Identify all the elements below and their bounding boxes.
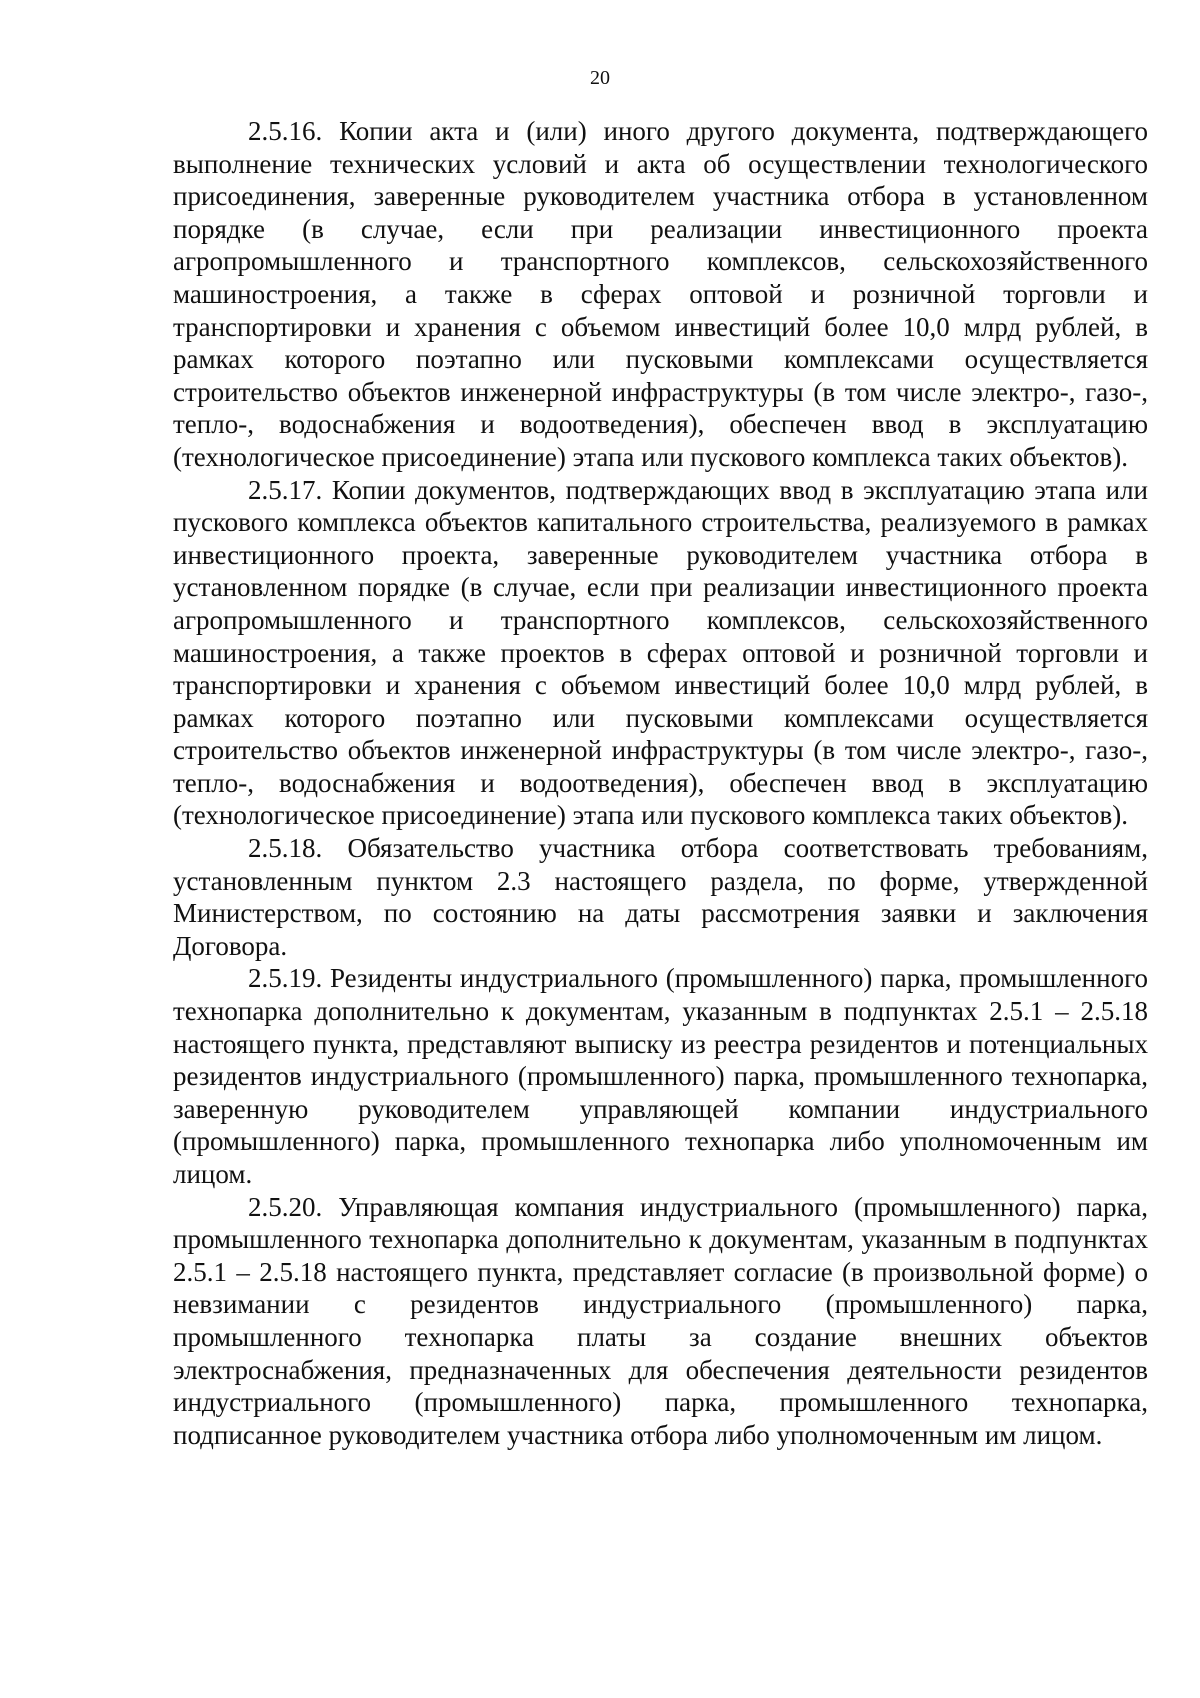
paragraph-2-5-18: 2.5.18. Обязательство участника отбора соответствовать требованиям, установленным пунктом 2.3 настоящего раздела, по форме, утвержденной Министерством, по состоянию на даты рассмотрения заявки и заключения Договора. (173, 833, 1148, 961)
paragraph-2-5-17: 2.5.17. Копии документов, подтверждающих ввод в эксплуатацию этапа или пускового комплекса объектов капитального строительства, реализуемого в рамках инвестиционного проекта, заверенные руководителем участника отбора в установленном порядке (в случае, если при реализации инвестиционного проекта агропромышленного и транспортного комплексов, сельскохозяйственного машиностроения, а также проектов в сферах оптовой и розничной торговли и транспортировки и хранения с объемом инвестиций более 10,0 млрд рублей, в рамках которого поэтапно или пусковыми комплексами осуществляется строительство объектов инженерной инфраструктуры (в том числе электро-, газо-, тепло-, водоснабжения и водоотведения), обеспечен ввод в эксплуатацию (технологическое присоединение) этапа или пускового комплекса таких объектов). (173, 474, 1148, 831)
document-body (173, 115, 1148, 1451)
paragraph-2-5-16: 2.5.16. Копии акта и (или) иного другого документа, подтверждающего выполнение технических условий и акта об осуществлении технологического присоединения, заверенные руководителем участника отбора в установленном порядке (в случае, если при реализации инвестиционного проекта агропромышленного и транспортного комплексов, сельскохозяйственного машиностроения, а также в сферах оптовой и розничной торговли и транспортировки и хранения с объемом инвестиций более 10,0 млрд рублей, в рамках которого поэтапно или пусковыми комплексами осуществляется строительство объектов инженерной инфраструктуры (в том числе электро-, газо-, тепло-, водоснабжения и водоотведения), обеспечен ввод в эксплуатацию (технологическое присоединение) этапа или пускового комплекса таких объектов). (173, 116, 1148, 472)
page-number: 20 (590, 67, 610, 89)
paragraph-2-5-19: 2.5.19. Резиденты индустриального (промышленного) парка, промышленного технопарка дополнительно к документам, указанным в подпунктах 2.5.1 – 2.5.18 настоящего пункта, представляют выписку из реестра резидентов и потенциальных резидентов индустриального (промышленного) парка, промышленного технопарка, заверенную руководителем управляющей компании индустриального (промышленного) парка, промышленного технопарка либо уполномоченным им лицом. (173, 963, 1148, 1189)
paragraph-2-5-20: 2.5.20. Управляющая компания индустриального (промышленного) парка, промышленного технопарка дополнительно к документам, указанным в подпунктах 2.5.1 – 2.5.18 настоящего пункта, представляет согласие (в произвольной форме) о невзимании с резидентов индустриального (промышленного) парка, промышленного технопарка платы за создание внешних объектов электроснабжения, предназначенных для обеспечения деятельности резидентов индустриального (промышленного) парка, промышленного технопарка, подписанное руководителем участника отбора либо уполномоченным им лицом. (173, 1191, 1148, 1450)
